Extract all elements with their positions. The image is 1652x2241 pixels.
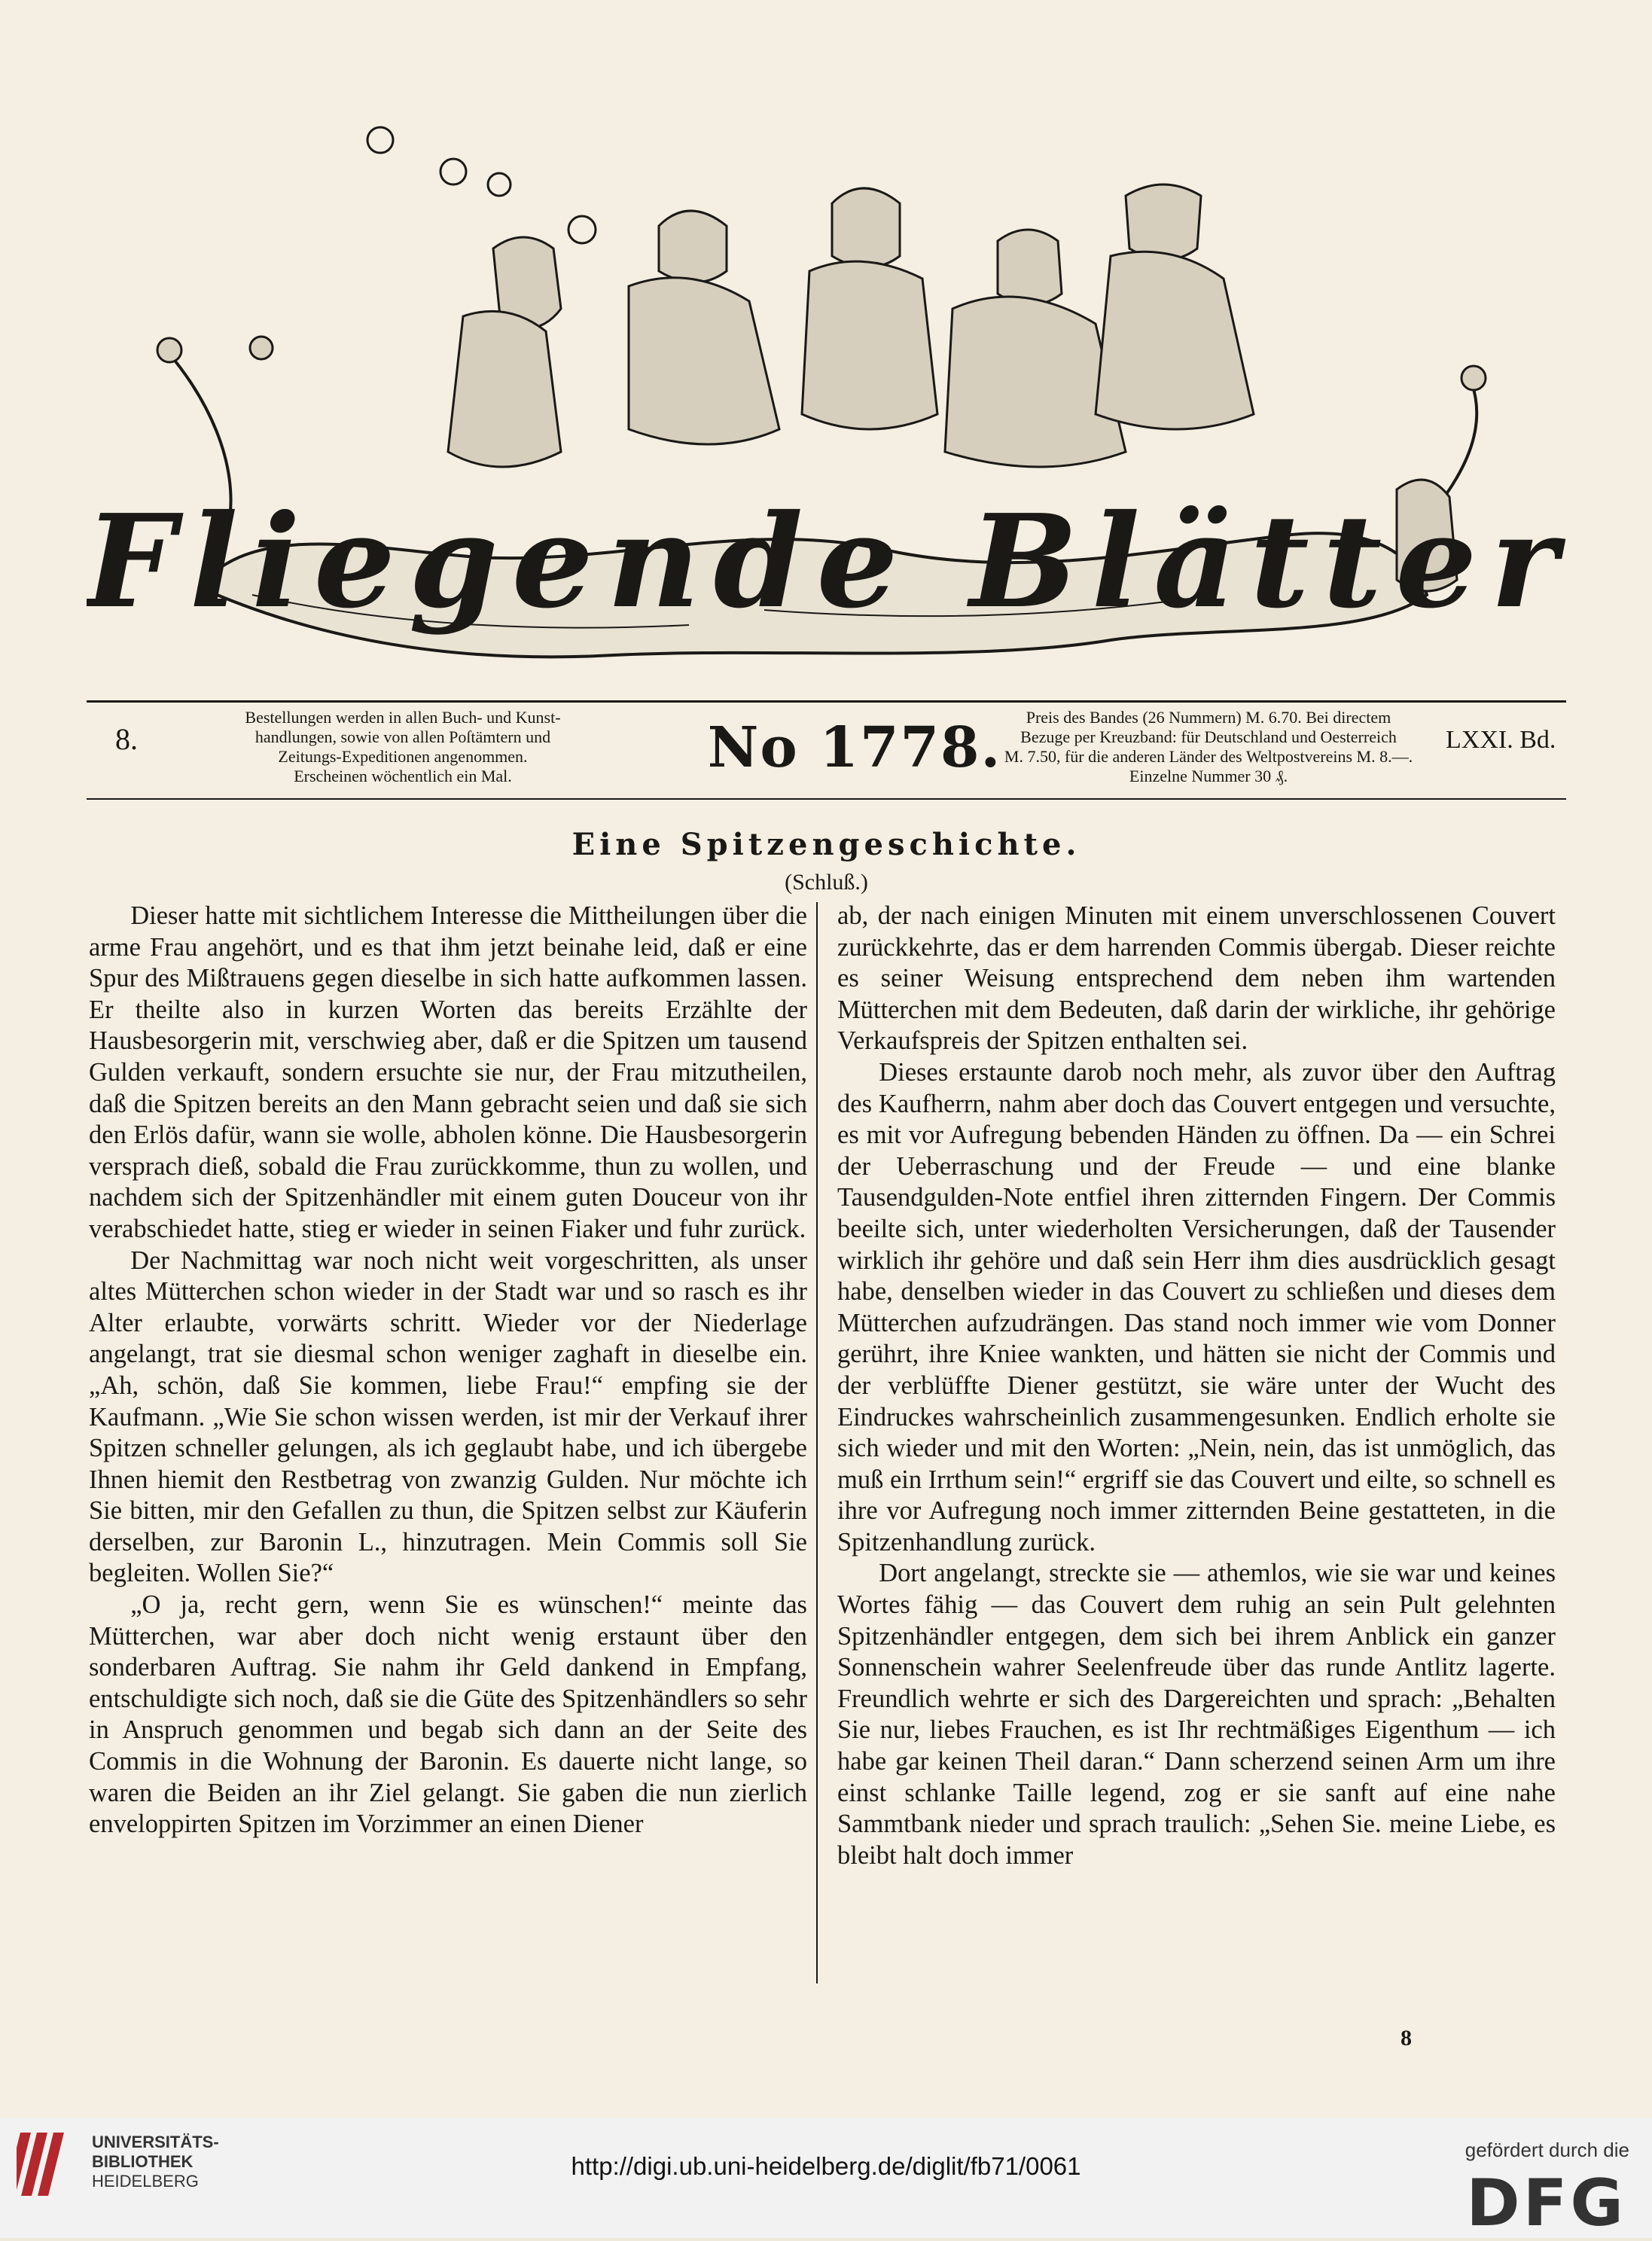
masthead-illustration	[87, 68, 1566, 700]
paragraph: ab, der nach einigen Minuten mit einem unverschlossenen Couvert zurückkehrte, das er dem harrenden Commis übergab. Dieser reichte es seiner Weisung entsprechend dem neben ihm wartenden Mütterchen mit dem Bedeuten, daß darin der wirkliche, ihr gehörige Verkaufspreis der Spitzen enthalten sei.	[837, 901, 1556, 1056]
paragraph: Dieser hatte mit sichtlichem Interesse die Mittheilungen über die arme Frau angehört, und es that ihm jetzt beinahe leid, daß er eine Spur des Mißtrauens gegen dieselbe in sich hatte aufkommen lassen. Er theilte also in kurzen Worten das bereits Erzählte der Hausbesorgerin mit, verschwieg aber, daß er die Spitzen um tausend Gulden verkauft, sondern ersuchte sie nur, der Frau mitzutheilen, daß die Spitzen bereits an den Mann gebracht seien und daß sie sich den Erlös dafür, wann sie wolle, abholen könne. Die Hausbesorgerin versprach dieß, sobald die Frau zurückkomme, thun zu wollen, und nachdem sich der Spitzenhändler mit einem guten Douceur von ihr verabschiedet hatte, stieg er wieder in seinen Fiaker und fuhr zurück.	[89, 901, 807, 1243]
price-info-line: Bezuge per Kreuzband: für Deutschland und Oesterreich	[1020, 727, 1397, 746]
page-number: 8	[1401, 2026, 1412, 2050]
institution-line: HEIDELBERG	[92, 2172, 199, 2191]
top-rule	[87, 700, 1566, 703]
price-info	[960, 708, 1457, 786]
paragraph: Dort angelangt, streckte sie — athemlos, wie sie war und keines Wortes fähig — das Couvert dem ruhig an sein Pult gelehnten Spitzenhändler entgegen, dem sich bei ihrem Anblick ein ganzer Sonnenschein wahrer Seelenfreude über das runde Antlitz lagerte. Freundlich wehrte er sich des Dargereichten und sprach: „Behalten Sie nur, liebes Frauchen, es ist Ihr rechtmäßiges Eigenthum — ich habe gar keinen Theil daran.“ Dann scherzend seinen Arm um ihre einst schlanke Taille legend, zog er sie sanft auf eine nahe Sammtbank nieder und sprach traulich: „Sehen Sie. meine Liebe, es bleibt halt doch immer	[837, 1559, 1556, 1870]
issue-info-row	[87, 708, 1566, 791]
article-column-left	[89, 901, 807, 1985]
ordering-info-line: handlungen, sowie von allen Poſtämtern und	[255, 727, 551, 746]
column-divider	[816, 902, 818, 1983]
institution-line: UNIVERSITÄTS-	[92, 2133, 219, 2151]
digitization-footer	[0, 2118, 1652, 2241]
article-subtitle: (Schluß.)	[785, 870, 868, 895]
paragraph: Dieses erstaunte darob noch mehr, als zuvor über den Auftrag des Kaufherrn, nahm aber doch das Couvert entgegen und versuchte, es mit vor Aufregung bebenden Händen zu öffnen. Da — ein Schrei der Ueberraschung und der Freude — und eine blanke Tausendgulden-Note entfiel ihren zitternden Fingern. Der Commis beeilte sich, unter wiederholten Versicherungen, daß der Tausender wirklich ihr gehöre und daß sein Herr ihm dies ausdrücklich gesagt habe, denselben wieder in das Couvert zu schließen und dieses dem Mütterchen aufzudrängen. Das stand noch immer wie vom Donner gerührt, ihre Kniee wankten, und hätten sie nicht der Commis und der verblüffte Diener gestützt, sie wäre unter der Wucht des Eindruckes wahrscheinlich zusammengesunken. Endlich erholte sie sich wieder und mit den Worten: „Nein, nein, das ist unmöglich, das muß ein Irrthum sein!“ ergriff sie das Couvert und eilte, so schnell es ihre vor Aufregung noch immer zitternden Beine gestatteten, in die Spitzenhandlung zurück.	[837, 1057, 1556, 1557]
issue-number: No 1778.	[707, 715, 1002, 780]
info-rule	[87, 798, 1566, 800]
ordering-info	[162, 708, 644, 786]
institution-line: BIBLIOTHEK	[92, 2152, 194, 2171]
dfg-logo: DFG	[1466, 2166, 1626, 2241]
ordering-info-line: Erscheinen wöchentlich ein Mal.	[294, 767, 512, 785]
issue-left-number: 8.	[115, 722, 138, 756]
article-column-right	[837, 901, 1556, 1985]
ordering-info-line: Zeitungs-Expeditionen angenommen.	[278, 747, 528, 766]
volume-number: LXXI. Bd.	[1446, 726, 1556, 754]
masthead-title: Fliegende Blätter	[87, 486, 1566, 637]
price-info-line: Preis des Bandes (26 Nummern) M. 6.70. Bei directem	[1026, 708, 1391, 727]
price-info-line: M. 7.50, für die anderen Länder des Weltpostvereins M. 8.—.	[1004, 747, 1413, 766]
ordering-info-line: Bestellungen werden in allen Buch- und Kunst-	[245, 708, 561, 727]
paragraph: „O ja, recht gern, wenn Sie es wünschen!“ meinte das Mütterchen, war aber doch nicht wenig erstaunt über den sonderbaren Auftrag. Sie nahm ihr Geld dankend in Empfang, entschuldigte sich noch, daß sie die Güte des Spitzenhändlers so sehr in Anspruch genommen und begab sich dann an der Seite des Commis in die Wohnung der Baronin. Es dauerte nicht lange, so waren die Beiden an ihr Ziel gelangt. Sie gaben die nun zierlich enveloppirten Spitzen im Vorzimmer an einen Diener	[89, 1590, 807, 1839]
soap-bubbles	[367, 127, 596, 243]
paragraph: Der Nachmittag war noch nicht weit vorgeschritten, als unser altes Mütterchen schon wieder in der Stadt war und so rasch es ihr Alter erlaubte, vorwärts schritt. Wieder vor der Niederlage angelangt, trat sie diesmal schon weniger zaghaft in dieselbe ein. „Ah, schön, daß Sie kommen, liebe Frau!“ empfing sie der Kaufmann. „Wie Sie schon wissen werden, ist mir der Verkauf ihrer Spitzen schneller gelungen, als ich geglaubt habe, und ich übergebe Ihnen hiemit den Restbetrag von zwanzig Gulden. Nur möchte ich Sie bitten, mir den Gefallen zu thun, die Spitzen selbst zur Käuferin derselben, zur Baronin L., hinzutragen. Mein Commis soll Sie begleiten. Wollen Sie?“	[89, 1246, 807, 1588]
funded-by-text: gefördert durch die	[1465, 2139, 1629, 2161]
permalink-url[interactable]: http://digi.ub.uni-heidelberg.de/diglit/fb71/0061	[571, 2152, 1081, 2180]
price-info-line: Einzelne Nummer 30 ₰.	[1129, 767, 1288, 785]
article-header	[87, 827, 1566, 895]
article-title: Eine Spitzengeschichte.	[571, 827, 1081, 862]
